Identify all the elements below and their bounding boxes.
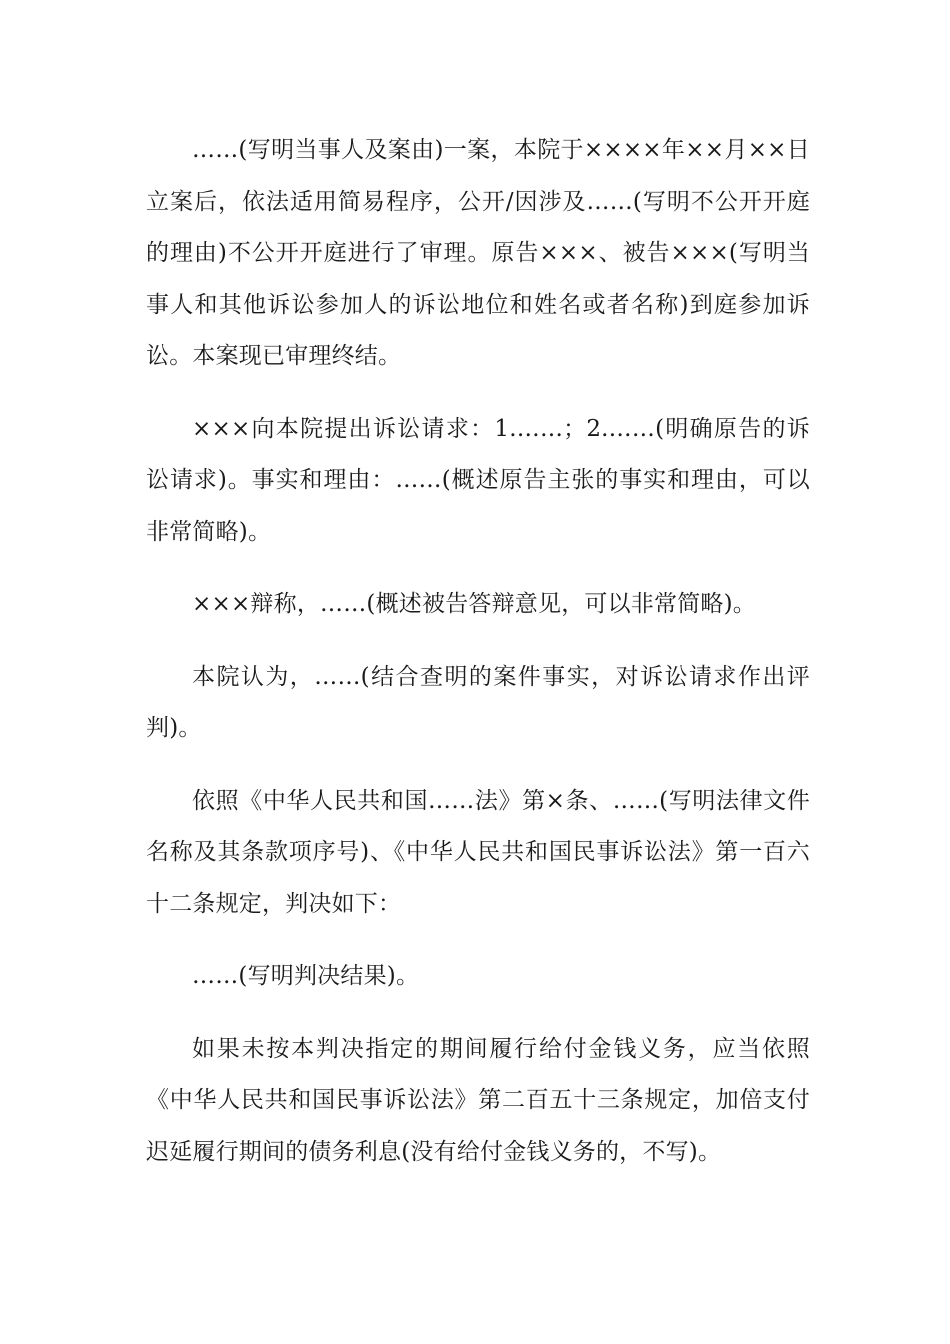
document-body: [146, 125, 810, 1178]
paragraph-case-intro: ……(写明当事人及案由)一案，本院于××××年××月××日立案后，依法适用简易程序，公开/因涉及……(写明不公开开庭的理由)不公开开庭进行了审理。原告×××、被告×××(写明当事人和其他诉讼参加人的诉讼地位和姓名或者名称)到庭参加诉讼。本案现已审理终结。: [146, 137, 810, 369]
paragraph-plaintiff-claims: ×××向本院提出诉讼请求：1.……；2.……(明确原告的诉讼请求)。事实和理由：……(概述原告主张的事实和理由，可以非常简略)。: [146, 415, 810, 545]
paragraph-defendant-defense: ×××辩称，……(概述被告答辩意见，可以非常简略)。: [192, 591, 756, 617]
paragraph-court-opinion: 本院认为，……(结合查明的案件事实，对诉讼请求作出评判)。: [146, 663, 810, 741]
paragraph-late-payment-notice: 如果未按本判决指定的期间履行给付金钱义务，应当依照《中华人民共和国民事诉讼法》第二百五十三条规定，加倍支付迟延履行期间的债务利息(没有给付金钱义务的，不写)。: [146, 1035, 810, 1165]
paragraph-legal-basis: 依照《中华人民共和国……法》第×条、……(写明法律文件名称及其条款项序号)、《中华人民共和国民事诉讼法》第一百六十二条规定，判决如下：: [146, 787, 810, 917]
paragraph-judgment-result: ……(写明判决结果)。: [192, 963, 420, 989]
